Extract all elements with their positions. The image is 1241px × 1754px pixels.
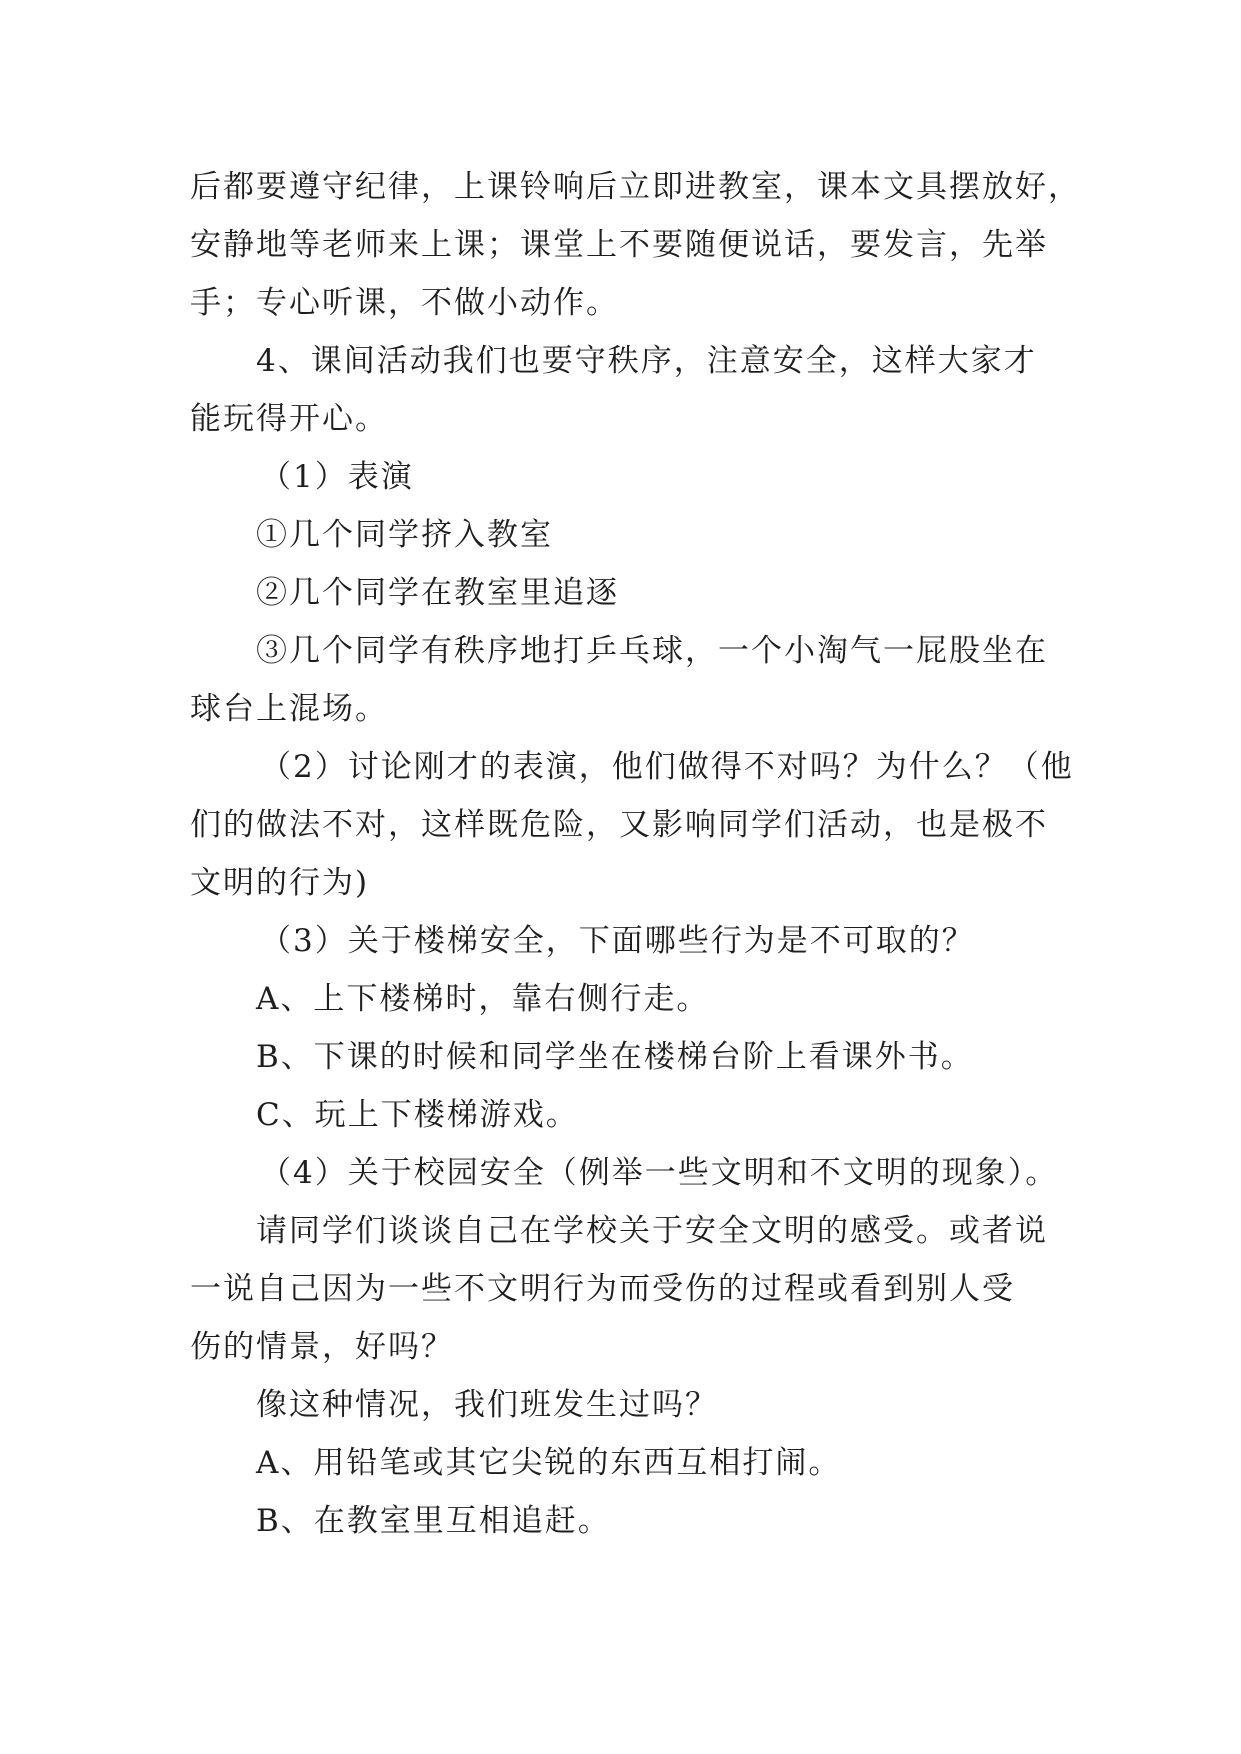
text-line: 们的做法不对，这样既危险，又影响同学们活动，也是极不 (190, 807, 1048, 843)
text-line: ②几个同学在教室里追逐 (256, 575, 619, 611)
text-line: 文明的行为) (190, 865, 370, 901)
text-line: ③几个同学有秩序地打乒乓球，一个小淘气一屁股坐在 (256, 633, 1048, 669)
text-line: B、在教室里互相追赶。 (256, 1503, 611, 1539)
text-line: 一说自己因为一些不文明行为而受伤的过程或看到别人受 (190, 1271, 1015, 1307)
text-line: （4）关于校园安全（例举一些文明和不文明的现象）。 (260, 1155, 1059, 1191)
text-line: 手；专心听课，不做小动作。 (190, 285, 619, 321)
text-line: 能玩得开心。 (190, 401, 388, 437)
text-line: 安静地等老师来上课；课堂上不要随便说话，要发言，先举 (190, 227, 1048, 263)
text-line: ①几个同学挤入教室 (256, 517, 553, 553)
text-line: 4、课间活动我们也要守秩序，注意安全，这样大家才 (256, 343, 1037, 379)
text-line: 伤的情景，好吗？ (190, 1329, 454, 1365)
text-line: （1）表演 (260, 459, 414, 495)
text-line: A、上下楼梯时，靠右侧行走。 (256, 981, 710, 1017)
text-line: C、玩上下楼梯游戏。 (256, 1097, 579, 1133)
text-line: B、下课的时候和同学坐在楼梯台阶上看课外书。 (256, 1039, 974, 1075)
text-line: 球台上混场。 (190, 691, 388, 727)
text-line: （2）讨论刚才的表演，他们做得不对吗？为什么？（他 (260, 749, 1074, 785)
text-line: 后都要遵守纪律，上课铃响后立即进教室，课本文具摆放好， (190, 169, 1081, 205)
text-line: 像这种情况，我们班发生过吗？ (256, 1387, 718, 1423)
document-body (190, 158, 1081, 1550)
text-line: （3）关于楼梯安全，下面哪些行为是不可取的？ (260, 923, 975, 959)
text-line: 请同学们谈谈自己在学校关于安全文明的感受。或者说 (256, 1213, 1048, 1249)
text-line: A、用铅笔或其它尖锐的东西互相打闹。 (256, 1445, 842, 1481)
